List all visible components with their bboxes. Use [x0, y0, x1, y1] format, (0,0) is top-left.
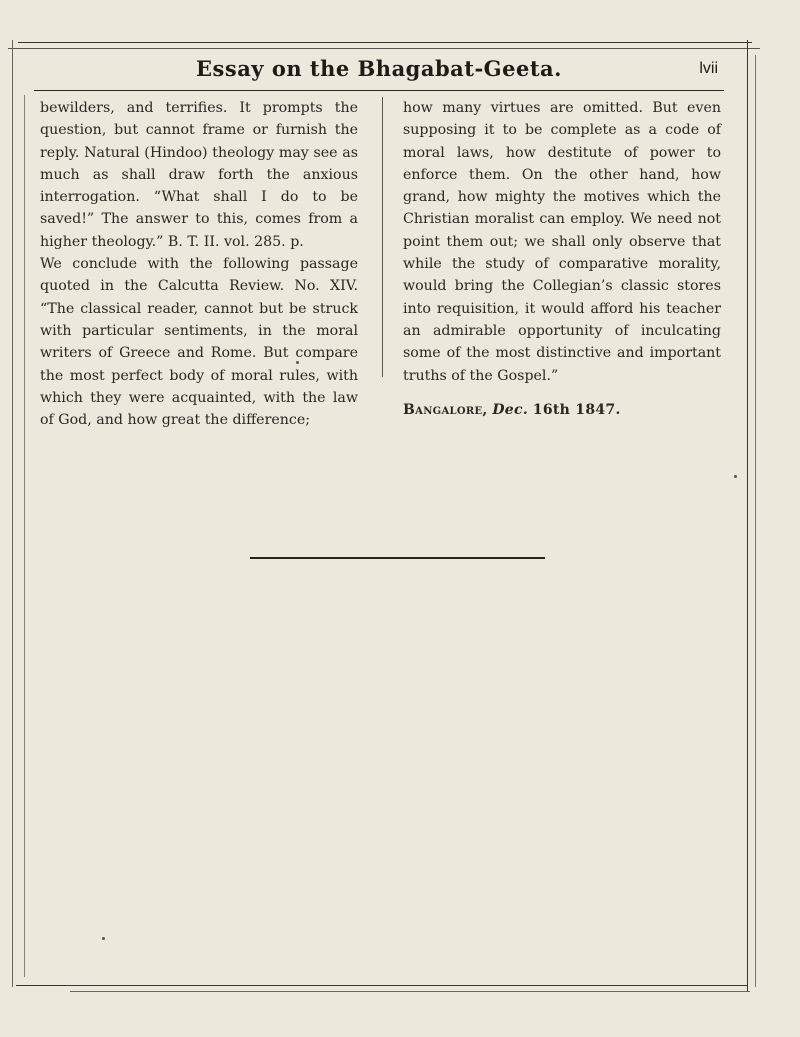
frame-line-left: [12, 40, 13, 987]
signoff-place: Bangalore,: [403, 401, 488, 418]
signoff-date: 16th 1847.: [532, 401, 621, 418]
frame-line-right: [747, 40, 748, 991]
running-head: Essay on the Bhagabat-Geeta.: [196, 56, 562, 81]
paragraph: how many virtues are omitted. But even supposing it to be complete as a code of moral laws, how destitute of power to enforce them. On the other hand, how grand, how mighty the motives which the Christian moralist can employ. We need not point them out; we shall only observe that while the study of comparative morality, would bring the Collegian’s classic stores into requisition, it would afford his teacher an admirable opportunity of inculcating some of the most distinctive and important truths of the Gospel.”: [403, 100, 721, 384]
frame-line-top: [18, 42, 752, 43]
page-number: lvii: [699, 60, 718, 77]
speck: [734, 475, 737, 478]
page-header: [34, 54, 724, 90]
frame-line-bottom-outer: [70, 991, 750, 992]
speck: [296, 361, 299, 364]
frame-line-right-outer: [755, 55, 756, 987]
paragraph: We conclude with the following passage quoted in the Calcutta Review. No. XIV. “The classical reader, cannot but be struck with particular sentiments, in the moral writers of Greece and Rome. But compare the most perfect body of moral rules, with which they were acquainted, with the law of God, and how great the difference;: [40, 256, 358, 429]
header-rule: [34, 90, 724, 91]
signoff: [403, 399, 721, 421]
left-column: [40, 97, 358, 431]
ornamental-rule: [250, 557, 545, 559]
frame-line-left-inner: [24, 95, 25, 977]
right-column: [403, 97, 721, 421]
speck: [102, 937, 105, 940]
paragraph: bewilders, and terrifies. It prompts the question, but cannot frame or furnish the reply. Natural (Hindoo) theology may see as much as shall draw forth the anxious interrogation. “What shall I do to be saved!” The answer to this, comes from a higher theology.” B. T. II. vol. 285. p.: [40, 100, 358, 250]
frame-line-top-outer: [8, 48, 760, 49]
frame-line-bottom: [16, 985, 748, 986]
column-divider: [382, 97, 383, 377]
signoff-month: Dec.: [492, 401, 529, 418]
